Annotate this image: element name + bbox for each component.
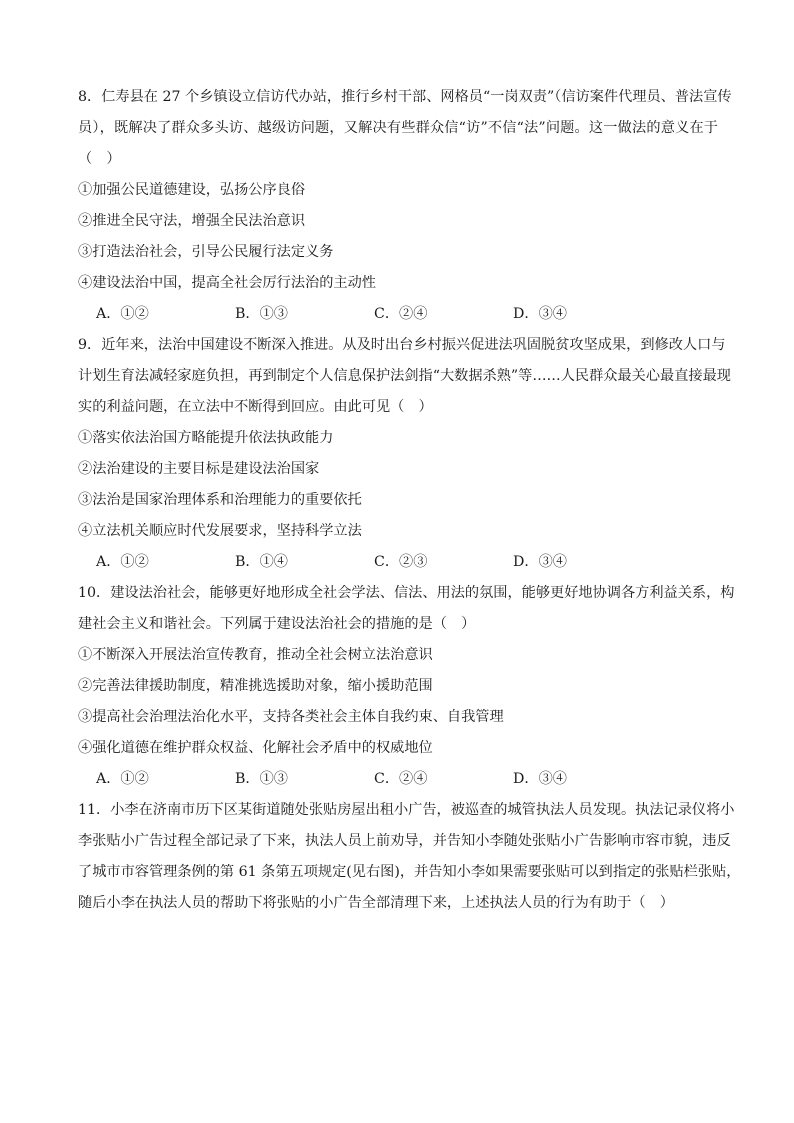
- question-9-stem-line-1: 9．近年来，法治中国建设不断深入推进。从及时出台乡村振兴促进法巩固脱贫攻坚成果，到修改人口与: [78, 337, 726, 353]
- question-8-stem-line-1: 8．仁寿县在 27 个乡镇设立信访代办站，推行乡村干部、网格员“一岗双责”（信访案件代理员、普法宣传: [78, 89, 732, 105]
- answer-choice-b: B．①④: [235, 554, 288, 570]
- question-9-answer-choices: [78, 547, 718, 578]
- question-10-option-3: ③提高社会治理法治化水平，支持各类社会主体自我约束、自我管理: [78, 709, 504, 725]
- answer-choice-a: A．①②: [96, 771, 149, 787]
- question-8-stem-line-3: （ ）: [78, 151, 121, 167]
- question-9: [78, 330, 731, 578]
- question-11-stem-line-3: 了城市市容管理条例的第 61 条第五项规定(见右图)，并告知小李如果需要张贴可以到指定的张贴栏张贴，: [78, 864, 741, 880]
- question-10: [78, 578, 735, 795]
- question-9-stem-line-2: 计划生育法减轻家庭负担，再到制定个人信息保护法剑指“大数据杀熟”等……人民群众最关心最直接最现: [78, 368, 731, 384]
- question-11-stem-line-4: 随后小李在执法人员的帮助下将张贴的小广告全部清理下来，上述执法人员的行为有助于（ ）: [78, 895, 674, 911]
- question-11-stem-line-1: 11．小李在济南市历下区某街道随处张贴房屋出租小广告，被巡查的城管执法人员发现。执法记录仪将小: [78, 802, 735, 818]
- question-8-answer-choices: [78, 299, 718, 330]
- answer-choice-c: C．②③: [374, 554, 428, 570]
- answer-choice-d: D．③④: [513, 771, 567, 787]
- question-10-answer-choices: [78, 764, 718, 795]
- question-10-stem-line-1: 10．建设法治社会，能够更好地形成全社会学法、信法、用法的氛围，能够更好地协调各方利益关系，构: [78, 585, 735, 601]
- answer-choice-c: C．②④: [374, 306, 428, 322]
- question-9-option-3: ③法治是国家治理体系和治理能力的重要依托: [78, 492, 362, 508]
- question-9-stem-line-3: 实的利益问题，在立法中不断得到回应。由此可见（ ）: [78, 399, 433, 415]
- question-10-option-2: ②完善法律援助制度，精准挑选援助对象，缩小援助范围: [78, 678, 433, 694]
- question-9-option-1: ①落实依法治国方略能提升依法执政能力: [78, 430, 334, 446]
- answer-choice-c: C．②④: [374, 771, 428, 787]
- question-11: [78, 795, 741, 919]
- question-8-stem-line-2: 员），既解决了群众多头访、越级访问题，又解决有些群众信“访”不信“法”问题。这一做法的意义在于: [78, 120, 718, 136]
- question-8-option-1: ①加强公民道德建设，弘扬公序良俗: [78, 182, 306, 198]
- question-10-option-4: ④强化道德在维护群众权益、化解社会矛盾中的权威地位: [78, 740, 433, 756]
- answer-choice-b: B．①③: [235, 306, 288, 322]
- question-9-option-4: ④立法机关顺应时代发展要求，坚持科学立法: [78, 523, 362, 539]
- question-8: [78, 82, 732, 330]
- question-9-option-2: ②法治建设的主要目标是建设法治国家: [78, 461, 320, 477]
- question-10-stem-line-2: 建社会主义和谐社会。下列属于建设法治社会的措施的是（ ）: [78, 616, 476, 632]
- answer-choice-a: A．①②: [96, 554, 149, 570]
- answer-choice-d: D．③④: [513, 306, 567, 322]
- question-11-stem-line-2: 李张贴小广告过程全部记录了下来，执法人员上前劝导，并告知小李随处张贴小广告影响市容市貌，违反: [78, 833, 731, 849]
- answer-choice-a: A．①②: [96, 306, 149, 322]
- question-list: [78, 82, 741, 919]
- answer-choice-d: D．③④: [513, 554, 567, 570]
- question-10-option-1: ①不断深入开展法治宣传教育，推动全社会树立法治意识: [78, 647, 433, 663]
- question-8-option-2: ②推进全民守法，增强全民法治意识: [78, 213, 306, 229]
- question-8-option-4: ④建设法治中国，提高全社会厉行法治的主动性: [78, 275, 376, 291]
- answer-choice-b: B．①③: [235, 771, 288, 787]
- question-8-option-3: ③打造法治社会，引导公民履行法定义务: [78, 244, 334, 260]
